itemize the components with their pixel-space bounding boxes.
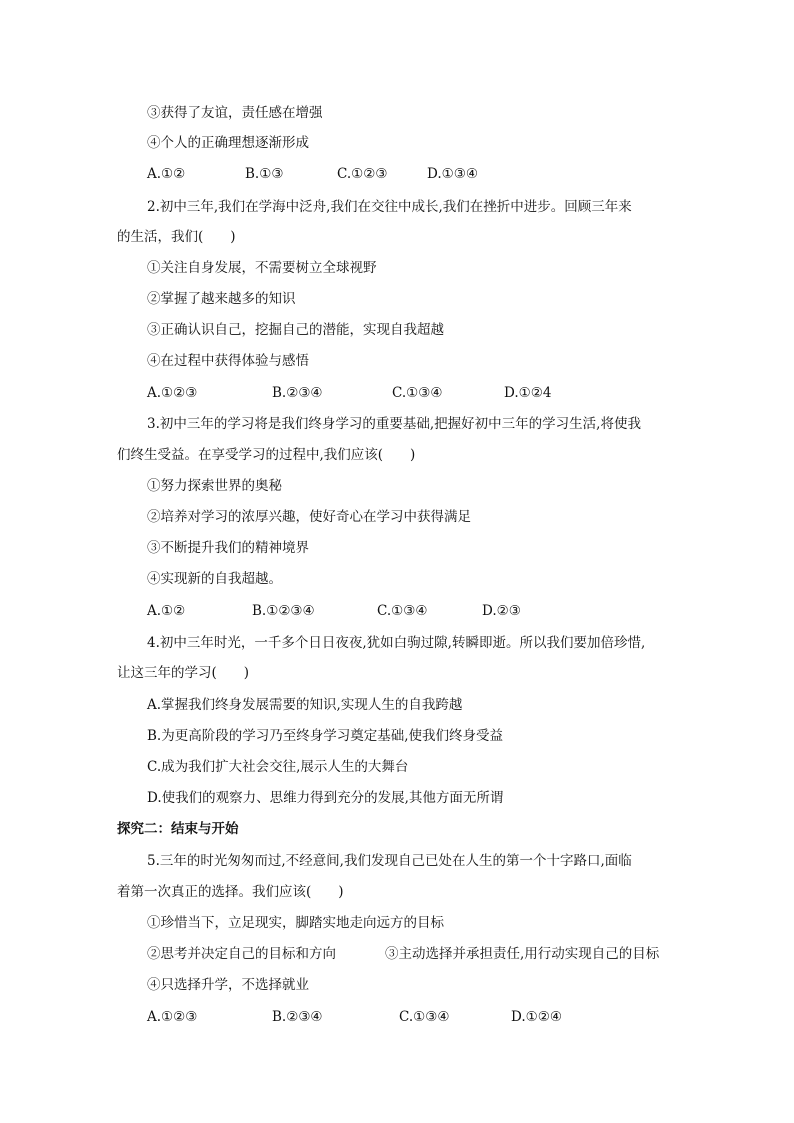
q2-option-4: ④在过程中获得体验与感悟 xyxy=(147,353,309,369)
q2-choice-c: C.①③④ xyxy=(392,385,443,401)
q4-option-a: A.掌握我们终身发展需要的知识,实现人生的自我跨越 xyxy=(147,697,463,713)
q1-choice-c: C.①②③ xyxy=(337,166,388,182)
q3-option-2: ②培养对学习的浓厚兴趣，使好奇心在学习中获得满足 xyxy=(147,509,471,525)
q5-choice-c: C.①③④ xyxy=(399,1009,450,1025)
q3-option-1: ①努力探索世界的奥秘 xyxy=(147,478,282,494)
q4-stem-line1: 4.初中三年时光，一千多个日日夜夜,犹如白驹过隙,转瞬即逝。所以我们要加倍珍惜, xyxy=(147,635,646,651)
q4-option-c: C.成为我们扩大社会交往,展示人生的大舞台 xyxy=(147,759,409,775)
q5-choice-d: D.①②④ xyxy=(511,1009,562,1025)
q1-choice-d: D.①③④ xyxy=(427,166,478,182)
q3-stem-line1: 3.初中三年的学习将是我们终身学习的重要基础,把握好初中三年的学习生活,将使我 xyxy=(147,416,641,432)
q5-option-2: ②思考并决定自己的目标和方向 xyxy=(147,946,336,962)
q3-choice-d: D.②③ xyxy=(482,603,521,619)
q3-choice-b: B.①②③④ xyxy=(252,603,315,619)
q1-choices xyxy=(147,165,667,183)
q2-option-1: ①关注自身发展，不需要树立全球视野 xyxy=(147,260,377,276)
q3-choice-a: A.①② xyxy=(147,603,186,619)
q3-option-3: ③不断提升我们的精神境界 xyxy=(147,540,309,556)
q5-stem-line2: 着第一次真正的选择。我们应该( ) xyxy=(117,884,344,900)
q4-option-b: B.为更高阶段的学习乃至终身学习奠定基础,使我们终身受益 xyxy=(147,728,504,744)
q2-choice-d: D.①②4 xyxy=(504,385,552,401)
q1-choice-b: B.①③ xyxy=(245,166,284,182)
q1-option-3: ③获得了友谊，责任感在增强 xyxy=(147,105,323,121)
q5-choice-a: A.①②③ xyxy=(147,1009,198,1025)
q2-choice-a: A.①②③ xyxy=(147,385,198,401)
q3-choice-c: C.①③④ xyxy=(377,603,428,619)
q4-option-d: D.使我们的观察力、思维力得到充分的发展,其他方面无所谓 xyxy=(147,790,504,806)
q5-option-3: ③主动选择并承担责任,用行动实现自己的目标 xyxy=(385,946,660,962)
q1-choice-a: A.①② xyxy=(147,166,186,182)
q1-option-4: ④个人的正确理想逐渐形成 xyxy=(147,135,309,151)
q5-stem-line1: 5.三年的时光匆匆而过,不经意间,我们发现自己已处在人生的第一个十字路口,面临 xyxy=(147,853,632,869)
q5-option-1: ①珍惜当下，立足现实，脚踏实地走向远方的目标 xyxy=(147,915,444,931)
q2-option-3: ③正确认识自己，挖掘自己的潜能，实现自我超越 xyxy=(147,322,444,338)
q2-stem-line1: 2.初中三年,我们在学海中泛舟,我们在交往中成长,我们在挫折中进步。回顾三年来 xyxy=(147,199,632,215)
q5-option-4: ④只选择升学，不选择就业 xyxy=(147,977,309,993)
section-heading: 探究二：结束与开始 xyxy=(117,821,239,837)
q2-option-2: ②掌握了越来越多的知识 xyxy=(147,291,296,307)
q2-stem-line2: 的生活，我们( ) xyxy=(117,229,236,245)
q2-choice-b: B.②③④ xyxy=(272,385,323,401)
q2-choices xyxy=(147,384,667,402)
q3-choices xyxy=(147,602,667,620)
q5-choices xyxy=(147,1008,667,1026)
q3-stem-line2: 们终生受益。在享受学习的过程中,我们应该( ) xyxy=(117,447,416,463)
q4-stem-line2: 让这三年的学习( ) xyxy=(117,665,250,681)
q5-choice-b: B.②③④ xyxy=(272,1009,323,1025)
q3-option-4: ④实现新的自我超越。 xyxy=(147,571,282,587)
